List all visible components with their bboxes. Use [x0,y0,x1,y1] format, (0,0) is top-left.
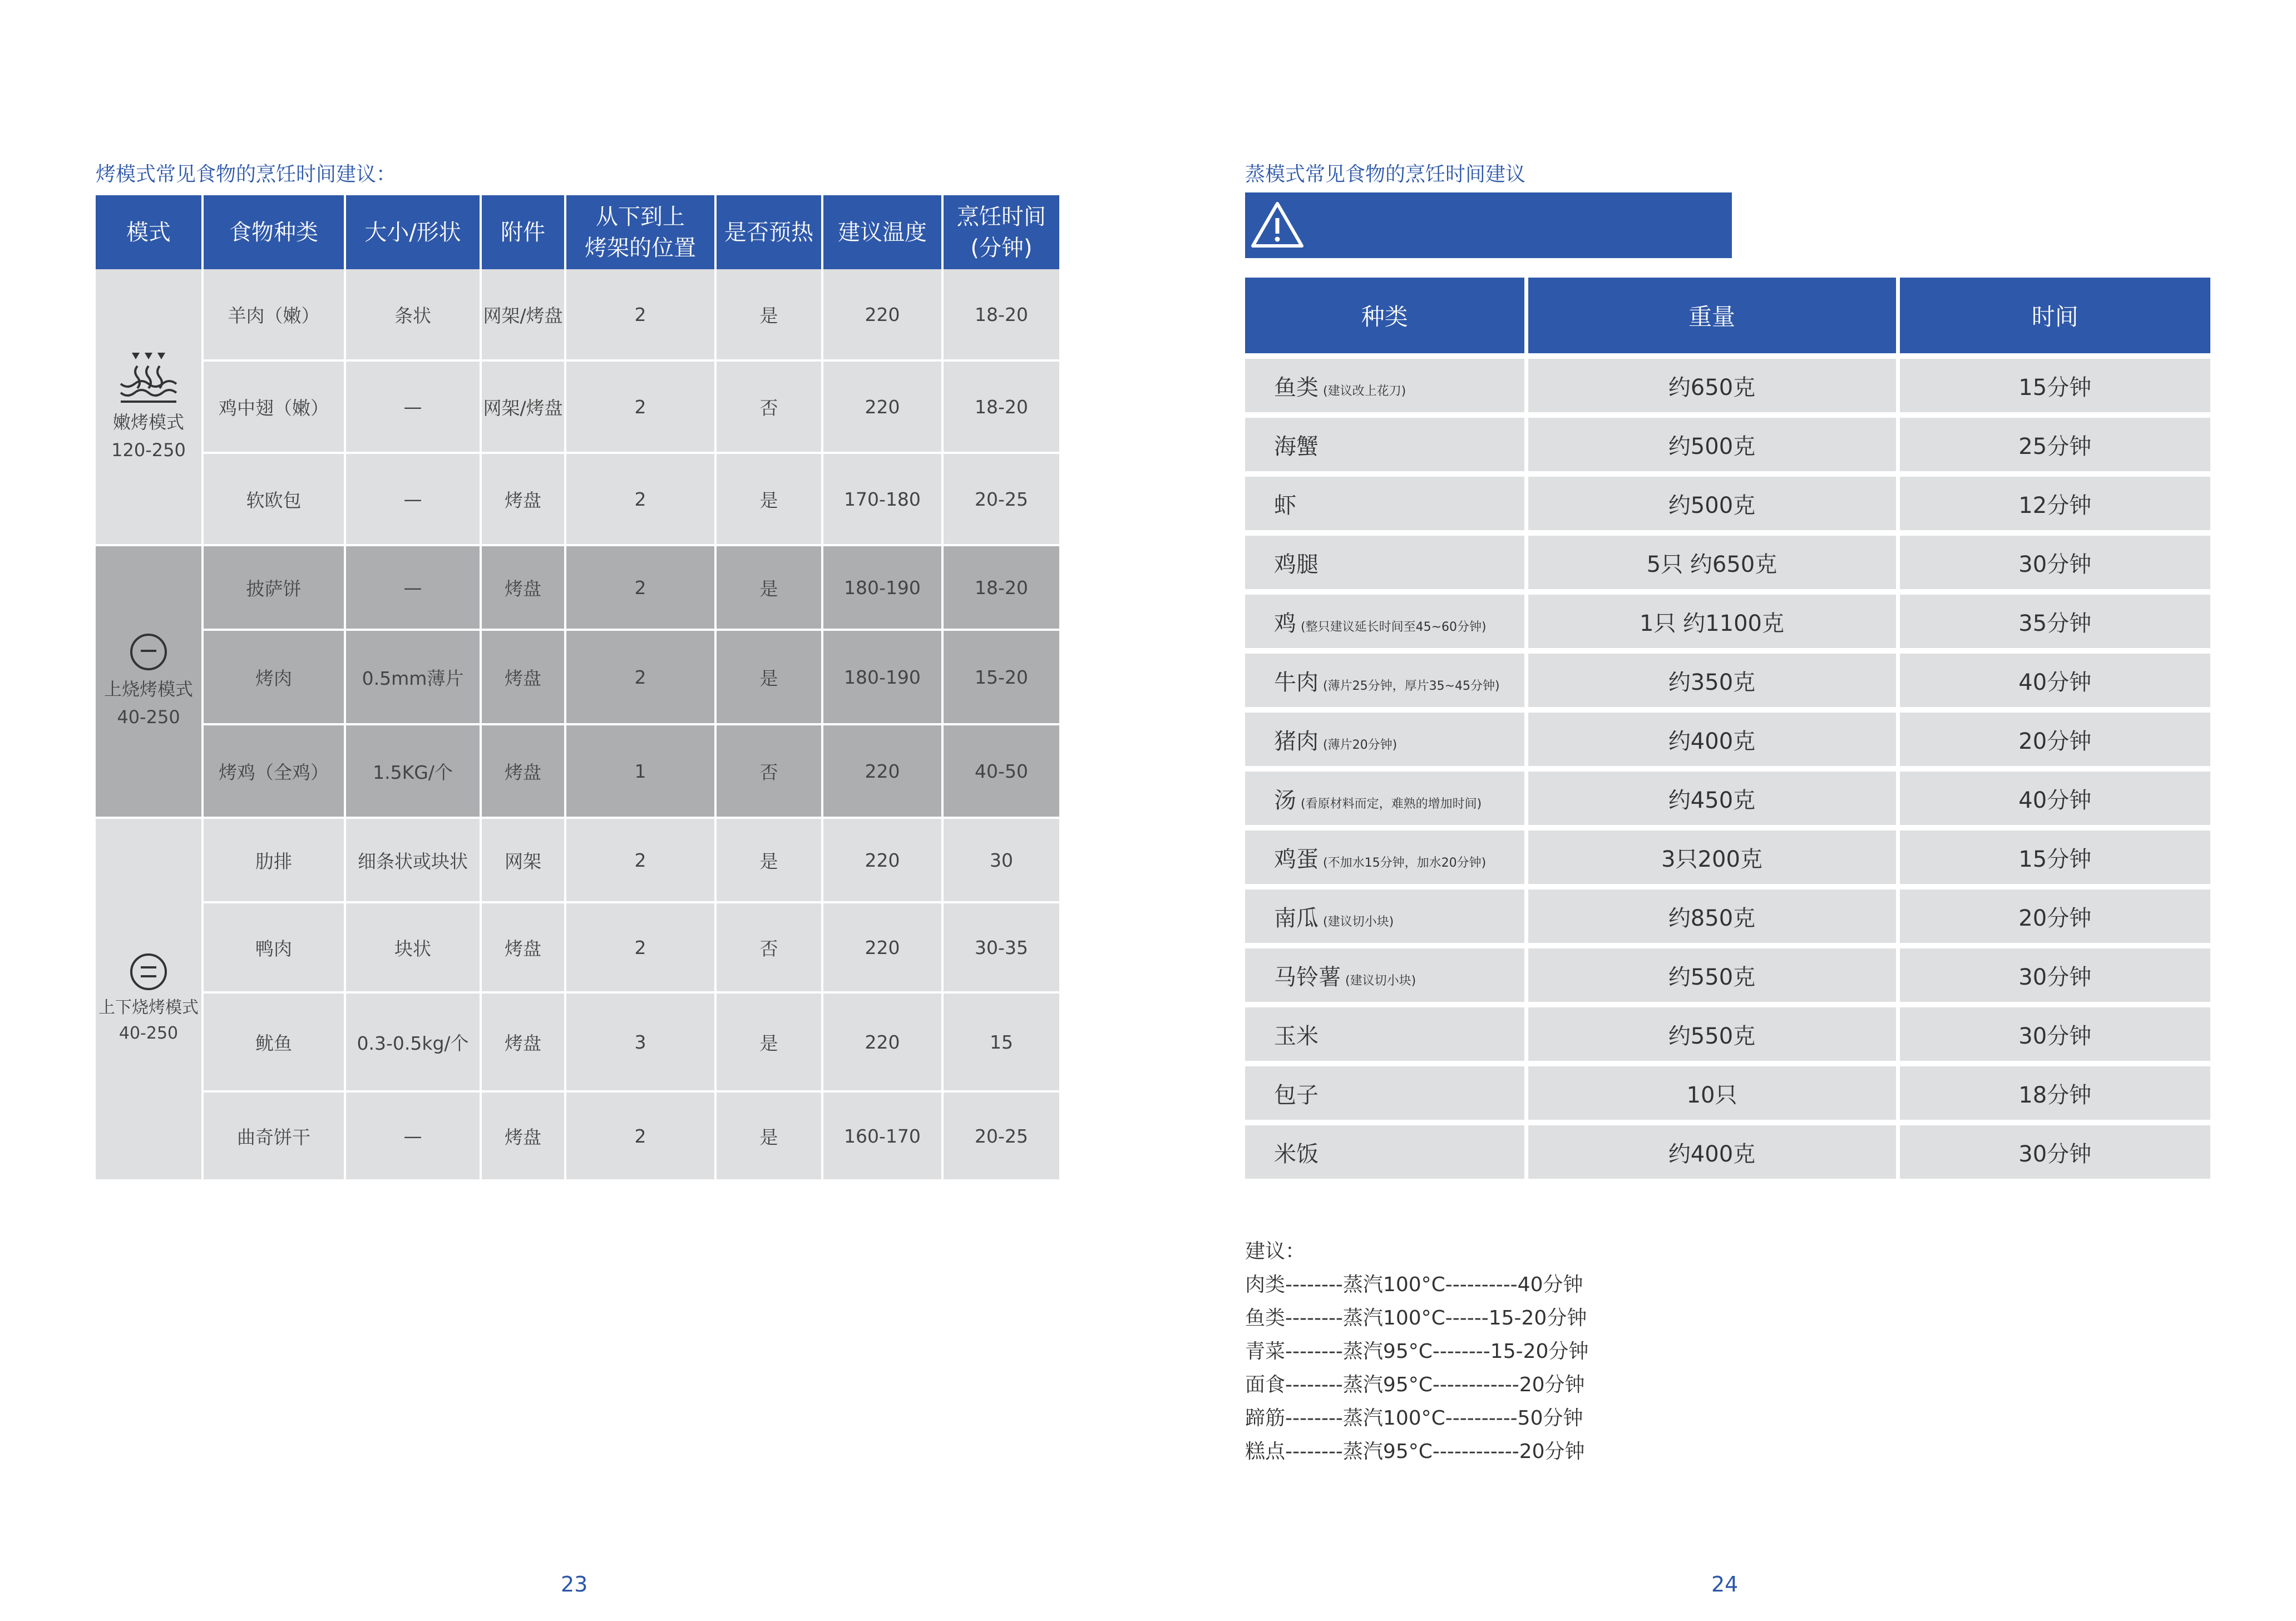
warning-triangle-icon [1250,200,1305,249]
rack-cell: 2 [565,360,715,453]
weight-cell: 约400克 [1526,710,1898,769]
mode-name: 上烧烤模式 [103,679,193,700]
table-row [1245,710,2210,769]
time-cell: 20-25 [942,453,1059,545]
table-row [96,630,1059,724]
table-row [1245,828,2210,887]
food-name: 汤 [1274,787,1296,813]
food-cell [1245,533,1526,592]
rack-cell: 2 [565,818,715,902]
time-cell: 40分钟 [1898,651,2210,710]
mode-group-tender-roast [96,269,1059,545]
food-cell: 羊肉（嫩） [203,269,345,360]
page-number-left: 23 [561,1572,588,1597]
food-note: (看原材料而定，难熟的增加时间) [1301,797,1482,811]
food-name: 米饭 [1274,1141,1319,1167]
accessory-cell: 烤盘 [481,630,565,724]
size-cell: — [345,360,481,453]
time-cell: 15分钟 [1898,828,2210,887]
time-cell: 40-50 [942,724,1059,818]
table-row [96,902,1059,992]
food-note: (不加水15分钟，加水20分钟) [1323,856,1487,870]
time-cell: 35分钟 [1898,592,2210,651]
table-row [96,453,1059,545]
table-row [96,360,1059,453]
food-note: (薄片25分钟，厚片35~45分钟) [1323,679,1500,693]
size-cell: 0.5mm薄片 [345,630,481,724]
header-weight: 重量 [1526,278,1898,356]
size-cell: 块状 [345,902,481,992]
accessory-cell: 网架/烤盘 [481,269,565,360]
table-row [96,992,1059,1091]
header-mode: 模式 [96,195,203,269]
food-note: (建议切小块) [1345,973,1416,988]
accessory-cell: 烤盘 [481,724,565,818]
food-name: 马铃薯 [1274,964,1341,990]
accessory-cell: 烤盘 [481,902,565,992]
time-cell: 20分钟 [1898,887,2210,946]
temp-cell: 220 [822,902,942,992]
table-row [1245,474,2210,533]
steam-table-body [1245,356,2210,1179]
preheat-cell: 否 [715,902,822,992]
rack-cell: 1 [565,724,715,818]
size-cell: — [345,545,481,630]
header-accessory: 附件 [481,195,565,269]
accessory-cell: 烤盘 [481,1091,565,1180]
advice-line: 蹄筋--------蒸汽100°C----------50分钟 [1245,1407,1583,1430]
temp-cell: 220 [822,724,942,818]
mode-range: 40-250 [117,706,180,728]
accessory-cell: 烤盘 [481,992,565,1091]
food-name: 猪肉 [1274,728,1319,754]
steam-table-title: 蒸模式常见食物的烹饪时间建议 [1245,163,1526,186]
weight-cell: 3只200克 [1526,828,1898,887]
food-name: 鱼类 [1274,374,1319,401]
time-cell: 30-35 [942,902,1059,992]
food-cell [1245,710,1526,769]
time-cell: 20分钟 [1898,710,2210,769]
food-cell [1245,828,1526,887]
weight-cell: 约850克 [1526,887,1898,946]
food-cell [1245,651,1526,710]
size-cell: 细条状或块状 [345,818,481,902]
size-cell: 0.3-0.5kg/个 [345,992,481,1091]
table-row [1245,887,2210,946]
preheat-cell: 否 [715,724,822,818]
preheat-cell: 是 [715,992,822,1091]
table-row [1245,651,2210,710]
food-cell [1245,887,1526,946]
weight-cell: 1只 约1100克 [1526,592,1898,651]
mode-group-top-bottom-grill [96,818,1059,1180]
food-cell [1245,1064,1526,1123]
weight-cell: 10只 [1526,1064,1898,1123]
table-row [1245,1123,2210,1179]
mode-cell-top-bottom-grill [96,818,203,1180]
time-cell: 18-20 [942,545,1059,630]
preheat-cell: 是 [715,630,822,724]
food-cell [1245,592,1526,651]
preheat-cell: 是 [715,453,822,545]
food-cell: 鸭肉 [203,902,345,992]
food-cell [1245,1005,1526,1064]
food-cell [1245,415,1526,474]
weight-cell: 约450克 [1526,769,1898,828]
top-bottom-grill-icon [129,952,169,992]
rack-cell: 2 [565,545,715,630]
food-name: 鸡 [1274,610,1296,636]
header-preheat: 是否预热 [715,195,822,269]
rack-cell: 2 [565,269,715,360]
table-row [1245,769,2210,828]
bake-cooking-time-table [96,195,1059,1182]
mode-group-top-grill [96,545,1059,818]
food-name: 鸡蛋 [1274,846,1319,872]
table-row [1245,946,2210,1005]
header-cooking-time: 烹饪时间 (分钟) [942,195,1059,269]
food-note: (建议改上花刀) [1323,384,1406,398]
time-cell: 30分钟 [1898,946,2210,1005]
table-row [1245,533,2210,592]
size-cell: — [345,453,481,545]
weight-cell: 约550克 [1526,946,1898,1005]
weight-cell: 约400克 [1526,1123,1898,1179]
accessory-cell: 烤盘 [481,453,565,545]
food-cell [1245,769,1526,828]
temp-cell: 180-190 [822,545,942,630]
table-row [1245,1064,2210,1123]
accessory-cell: 烤盘 [481,545,565,630]
time-cell: 25分钟 [1898,415,2210,474]
food-cell: 肋排 [203,818,345,902]
advice-line: 糕点--------蒸汽95°C------------20分钟 [1245,1440,1585,1463]
time-cell: 30 [942,818,1059,902]
advice-block [1245,1235,1588,1469]
food-cell [1245,946,1526,1005]
food-cell: 烤肉 [203,630,345,724]
preheat-cell: 是 [715,1091,822,1180]
advice-line: 肉类--------蒸汽100°C----------40分钟 [1245,1273,1583,1296]
table-row [1245,592,2210,651]
preheat-cell: 否 [715,360,822,453]
time-cell: 40分钟 [1898,769,2210,828]
time-cell: 30分钟 [1898,1005,2210,1064]
advice-line: 鱼类--------蒸汽100°C------15-20分钟 [1245,1307,1587,1330]
food-cell: 软欧包 [203,453,345,545]
food-cell: 烤鸡（全鸡） [203,724,345,818]
preheat-cell: 是 [715,818,822,902]
food-cell: 鸡中翅（嫩） [203,360,345,453]
rack-cell: 2 [565,453,715,545]
header-rack-position: 从下到上 烤架的位置 [565,195,715,269]
rack-cell: 2 [565,630,715,724]
food-note: (薄片20分钟) [1323,738,1398,752]
temp-cell: 160-170 [822,1091,942,1180]
size-cell: 条状 [345,269,481,360]
bake-table-title: 烤模式常见食物的烹饪时间建议： [96,163,397,186]
temp-cell: 220 [822,360,942,453]
table-row [96,545,1059,630]
food-name: 海蟹 [1274,433,1319,459]
temp-cell: 220 [822,818,942,902]
header-food-type: 食物种类 [203,195,345,269]
food-name: 玉米 [1274,1023,1319,1049]
food-cell [1245,356,1526,415]
food-cell: 鱿鱼 [203,992,345,1091]
header-temperature: 建议温度 [822,195,942,269]
food-cell: 曲奇饼干 [203,1091,345,1180]
rack-cell: 3 [565,992,715,1091]
table-row [1245,415,2210,474]
preheat-cell: 是 [715,269,822,360]
header-food-kind: 种类 [1245,278,1526,356]
temp-cell: 220 [822,992,942,1091]
table-row [1245,1005,2210,1064]
time-cell: 30分钟 [1898,1123,2210,1179]
time-cell: 15 [942,992,1059,1091]
time-cell: 15-20 [942,630,1059,724]
weight-cell: 约550克 [1526,1005,1898,1064]
mode-cell-tender-roast [96,269,203,545]
food-note: (整只建议延长时间至45~60分钟) [1301,620,1487,634]
advice-lines [1245,1268,1588,1469]
food-cell [1245,1123,1526,1179]
food-cell: 披萨饼 [203,545,345,630]
accessory-cell: 网架 [481,818,565,902]
warning-banner [1245,192,1732,258]
rack-cell: 2 [565,1091,715,1180]
mode-name: 嫩烤模式 [112,412,184,433]
food-cell [1245,474,1526,533]
page-number-right: 24 [1711,1572,1739,1597]
time-cell: 20-25 [942,1091,1059,1180]
mode-range: 40-250 [118,1024,179,1043]
table-row [96,1091,1059,1180]
header-size-shape: 大小/形状 [345,195,481,269]
rack-cell: 2 [565,902,715,992]
mode-cell-top-grill [96,545,203,818]
food-name: 鸡腿 [1274,551,1319,577]
accessory-cell: 网架/烤盘 [481,360,565,453]
time-cell: 18分钟 [1898,1064,2210,1123]
food-name: 包子 [1274,1082,1319,1108]
bake-table-header-row [96,195,1059,269]
table-row [1245,356,2210,415]
weight-cell: 约500克 [1526,415,1898,474]
time-cell: 15分钟 [1898,356,2210,415]
time-cell: 18-20 [942,360,1059,453]
time-cell: 18-20 [942,269,1059,360]
advice-line: 面食--------蒸汽95°C------------20分钟 [1245,1373,1585,1396]
table-row [96,724,1059,818]
table-row [96,269,1059,360]
temp-cell: 220 [822,269,942,360]
size-cell: — [345,1091,481,1180]
header-time: 时间 [1898,278,2210,356]
tender-roast-icon [115,349,182,405]
table-row [96,818,1059,902]
preheat-cell: 是 [715,545,822,630]
temp-cell: 170-180 [822,453,942,545]
weight-cell: 约350克 [1526,651,1898,710]
steam-table-header-row [1245,278,2210,356]
advice-line: 青菜--------蒸汽95°C--------15-20分钟 [1245,1340,1589,1363]
size-cell: 1.5KG/个 [345,724,481,818]
food-name: 南瓜 [1274,905,1319,931]
weight-cell: 约500克 [1526,474,1898,533]
food-name: 牛肉 [1274,669,1319,695]
weight-cell: 约650克 [1526,356,1898,415]
top-grill-icon [129,632,169,672]
mode-range: 120-250 [111,439,186,461]
time-cell: 30分钟 [1898,533,2210,592]
food-name: 虾 [1274,492,1296,518]
mode-name: 上下烧烤模式 [98,998,199,1017]
food-note: (建议切小块) [1323,915,1394,929]
advice-title: 建议： [1245,1240,1306,1263]
steam-cooking-time-table [1245,278,2210,1179]
weight-cell: 5只 约650克 [1526,533,1898,592]
temp-cell: 180-190 [822,630,942,724]
time-cell: 12分钟 [1898,474,2210,533]
